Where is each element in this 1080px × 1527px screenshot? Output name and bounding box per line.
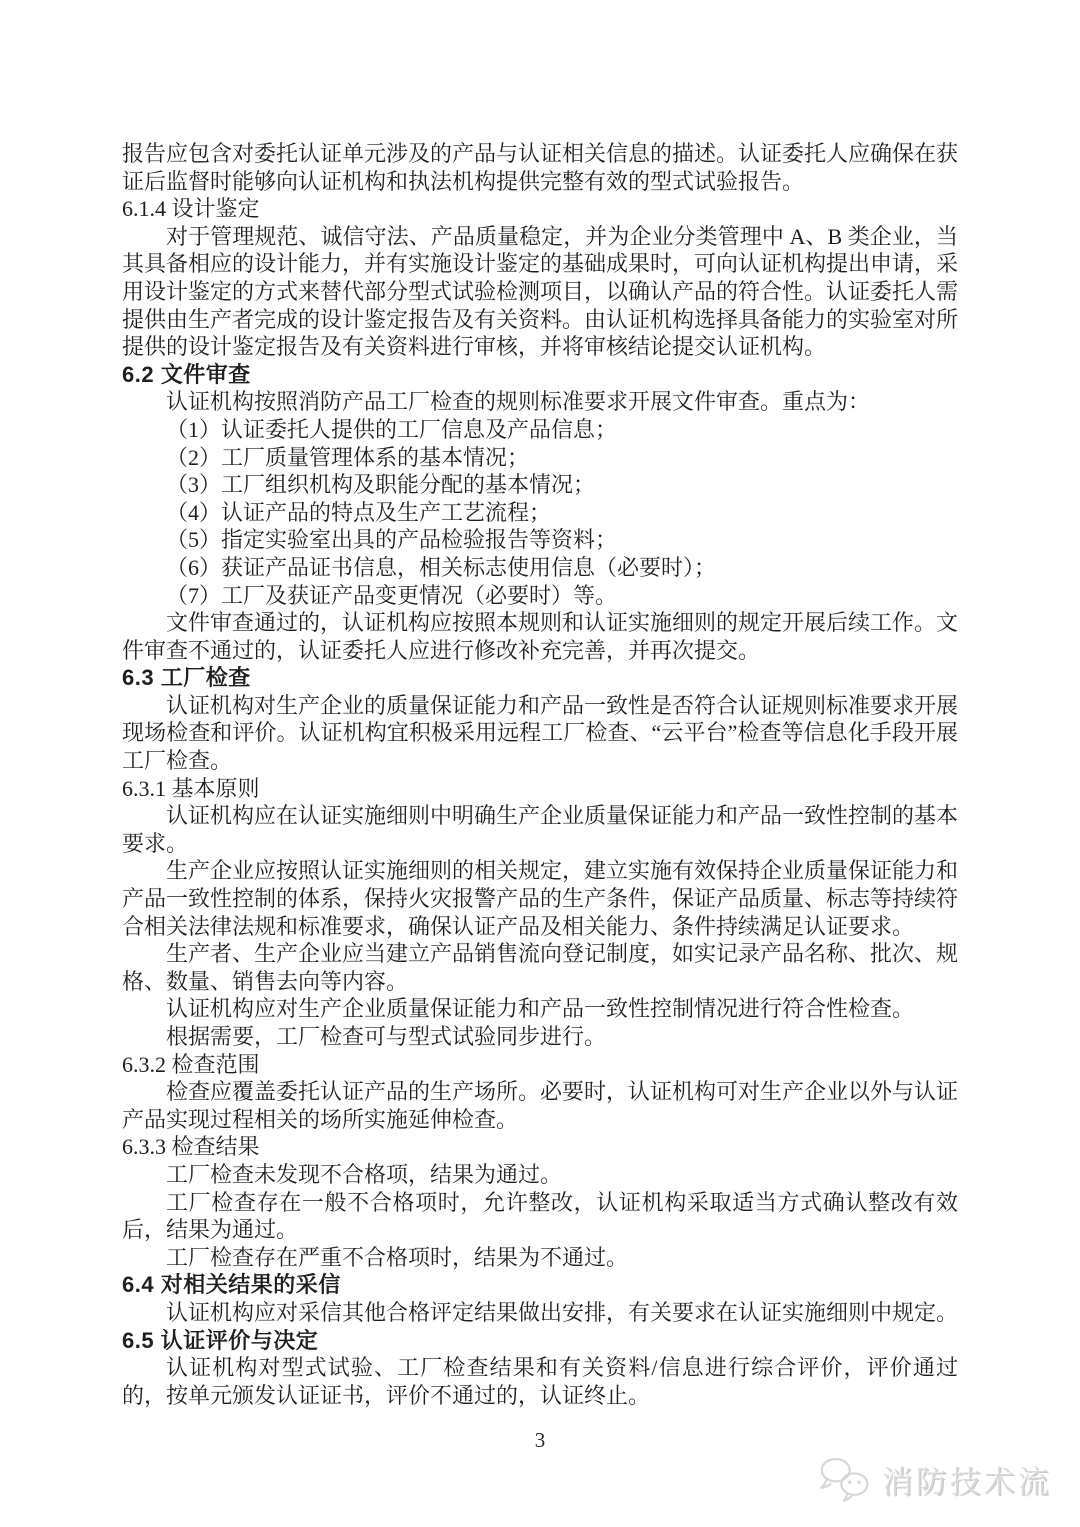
paragraph: 认证机构应对生产企业质量保证能力和产品一致性控制情况进行符合性检查。 (166, 996, 915, 1022)
watermark (818, 1456, 1052, 1503)
paragraph: 报告应包含对委托认证单元涉及的产品与认证相关信息的描述。认证委托人应确保在获证后监督时能够向认证机构和执法机构提供完整有效的型式试验报告。 (122, 141, 959, 194)
list-item: （7）工厂及获证产品变更情况（必要时）等。 (166, 582, 618, 608)
paragraph: 认证机构对型式试验、工厂检查结果和有关资料/信息进行综合评价，评价通过的，按单元颁发认证证书，评价不通过的，认证终止。 (122, 1355, 958, 1408)
paragraph: 生产企业应按照认证实施细则的相关规定，建立实施有效保持企业质量保证能力和产品一致性控制的体系，保持火灾报警产品的生产条件，保证产品质量、标志等持续符合相关法律法规和标准要求，确保认证产品及相关能力、条件持续满足认证要求。 (122, 858, 959, 939)
paragraph: 工厂检查未发现不合格项，结果为通过。 (166, 1161, 563, 1187)
sub-heading: 6.3.1 基本原则 (122, 775, 260, 801)
paragraph: 文件审查通过的，认证机构应按照本规则和认证实施细则的规定开展后续工作。文件审查不通过的，认证委托人应进行修改补充完善，并再次提交。 (122, 610, 959, 663)
section-heading: 6.4 对相关结果的采信 (122, 1272, 341, 1298)
wechat-icon (818, 1456, 874, 1503)
paragraph: 生产者、生产企业应当建立产品销售流向登记制度，如实记录产品名称、批次、规格、数量、销售去向等内容。 (122, 941, 959, 994)
paragraph: 对于管理规范、诚信守法、产品质量稳定，并为企业分类管理中 A、B 类企业，当其具备相应的设计能力，并有实施设计鉴定的基础成果时，可向认证机构提出申请，采用设计鉴定的方式来替代部分型式试验检测项目，以确认产品的符合性。认证委托人需提供由生产者完成的设计鉴定报告及有关资料。由认证机构选择具备能力的实验室对所提供的设计鉴定报告及有关资料进行审核，并将审核结论提交认证机构。 (122, 223, 959, 360)
list-item: （3）工厂组织机构及职能分配的基本情况； (166, 472, 596, 498)
paragraph: 认证机构应对采信其他合格评定结果做出安排，有关要求在认证实施细则中规定。 (166, 1299, 959, 1325)
paragraph: 认证机构按照消防产品工厂检查的规则标准要求开展文件审查。重点为： (166, 389, 871, 415)
sub-heading: 6.1.4 设计鉴定 (122, 196, 260, 222)
document-body (122, 140, 958, 1409)
paragraph: 工厂检查存在严重不合格项时，结果为不通过。 (166, 1244, 629, 1270)
section-heading: 6.5 认证评价与决定 (122, 1327, 319, 1353)
list-item: （2）工厂质量管理体系的基本情况； (166, 444, 530, 470)
sub-heading: 6.3.2 检查范围 (122, 1051, 260, 1077)
page-number: 3 (534, 1428, 546, 1452)
watermark-text: 消防技术流 (882, 1465, 1052, 1500)
sub-heading: 6.3.3 检查结果 (122, 1134, 260, 1160)
list-item: （1）认证委托人提供的工厂信息及产品信息； (166, 416, 618, 442)
paragraph: 认证机构应在认证实施细则中明确生产企业质量保证能力和产品一致性控制的基本要求。 (122, 803, 959, 856)
section-heading: 6.2 文件审查 (122, 361, 251, 387)
paragraph: 根据需要，工厂检查可与型式试验同步进行。 (166, 1024, 607, 1049)
list-item: （5）指定实验室出具的产品检验报告等资料； (166, 527, 618, 553)
list-item: （6）获证产品证书信息，相关标志使用信息（必要时）； (166, 554, 717, 580)
paragraph: 认证机构对生产企业的质量保证能力和产品一致性是否符合认证规则标准要求开展现场检查和评价。认证机构宜积极采用远程工厂检查、“云平台”检查等信息化手段开展工厂检查。 (122, 692, 959, 774)
section-heading: 6.3 工厂检查 (122, 665, 251, 691)
paragraph: 工厂检查存在一般不合格项时，允许整改，认证机构采取适当方式确认整改有效后，结果为通过。 (122, 1189, 958, 1243)
paragraph: 检查应覆盖委托认证产品的生产场所。必要时，认证机构可对生产企业以外与认证产品实现过程相关的场所实施延伸检查。 (122, 1079, 959, 1132)
list-item: （4）认证产品的特点及生产工艺流程； (166, 499, 552, 525)
